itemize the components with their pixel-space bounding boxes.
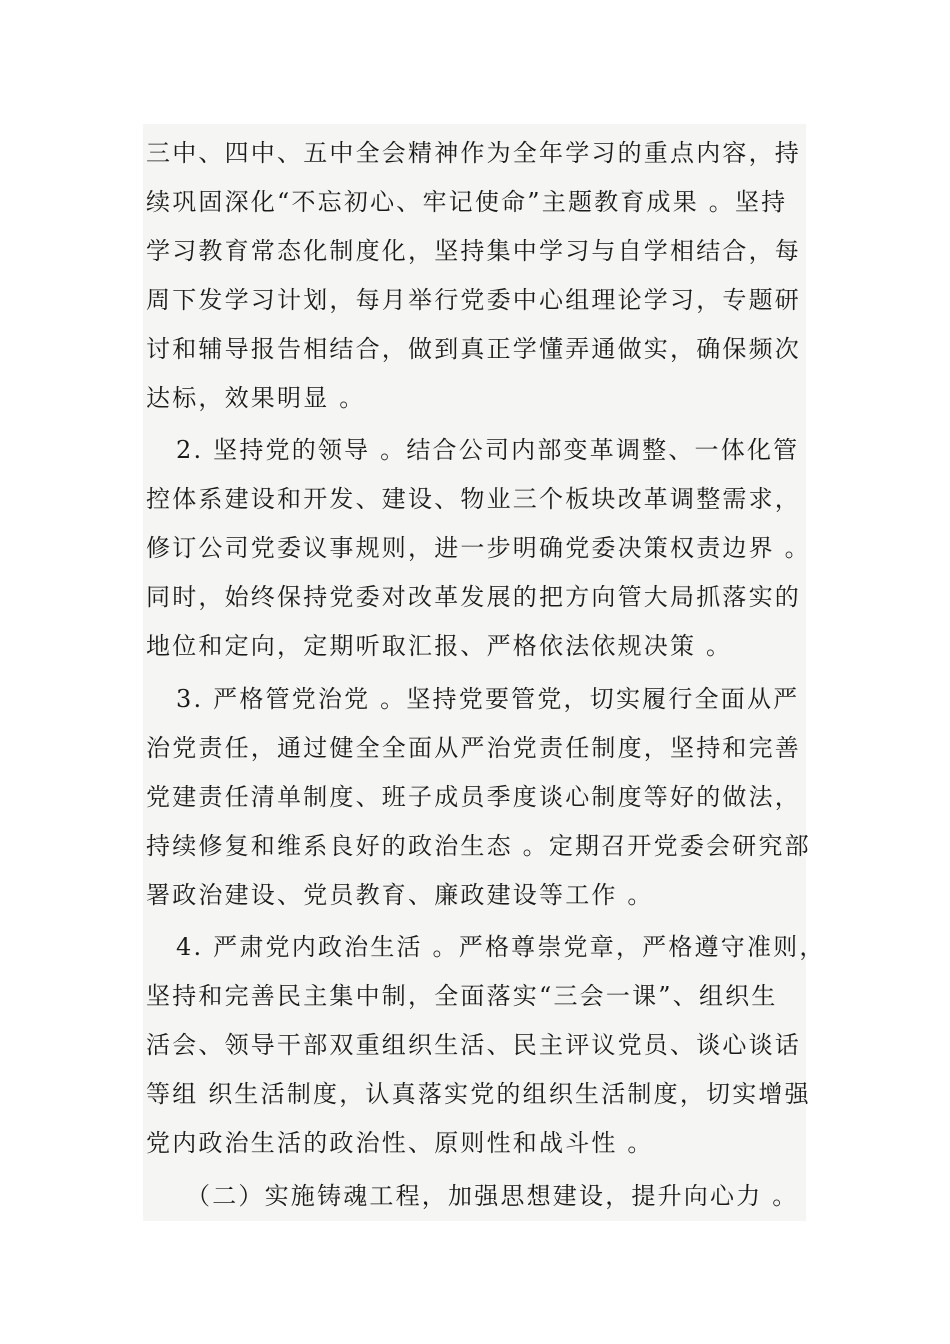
- text-line: 等组 织生活制度，认真落实党的组织生活制度，切实增强: [146, 1080, 811, 1108]
- text-line: 治党责任，通过健全全面从严治党责任制度，坚持和完善: [146, 734, 801, 762]
- text-line: 周下发学习计划，每月举行党委中心组理论学习，专题研: [146, 286, 801, 314]
- text-line: 三中、四中、五中全会精神作为全年学习的重点内容，持: [146, 139, 801, 167]
- text-line: 控体系建设和开发、建设、物业三个板块改革调整需求，: [146, 485, 801, 513]
- text-line: 署政治建设、党员教育、廉政建设等工作 。: [146, 881, 654, 909]
- text-line: 地位和定向，定期听取汇报、严格依法依规决策 。: [146, 632, 733, 660]
- text-line: 党内政治生活的政治性、原则性和战斗性 。: [146, 1129, 654, 1157]
- text-line: 修订公司党委议事规则，进一步明确党委决策权责边界 。: [146, 534, 811, 562]
- text-line: 续巩固深化“不忘初心、牢记使命”主题教育成果 。坚持: [146, 188, 788, 216]
- text-line: 活会、领导干部双重组织生活、民主评议党员、谈心谈话: [146, 1031, 801, 1059]
- text-line: 学习教育常态化制度化，坚持集中学习与自学相结合，每: [146, 237, 801, 265]
- text-line: 持续修复和维系良好的政治生态 。定期召开党委会研究部: [146, 832, 811, 860]
- text-line: 讨和辅导报告相结合，做到真正学懂弄通做实，确保频次: [146, 335, 801, 363]
- numbered-item-3: 3. 严格管党治党 。坚持党要管党，切实履行全面从严: [176, 685, 800, 713]
- text-line: 党建责任清单制度、班子成员季度谈心制度等好的做法，: [146, 783, 801, 811]
- numbered-item-2: 2. 坚持党的领导 。结合公司内部变革调整、一体化管: [176, 436, 800, 464]
- text-line: 坚持和完善民主集中制，全面落实“三会一课”、组织生: [146, 982, 778, 1010]
- text-line: 达标，效果明显 。: [146, 384, 366, 412]
- text-line: 同时，始终保持党委对改革发展的把方向管大局抓落实的: [146, 583, 801, 611]
- section-heading: （二）实施铸魂工程，加强思想建设，提升向心力 。: [186, 1182, 799, 1210]
- numbered-item-4: 4. 严肃党内政治生活 。严格尊崇党章，严格遵守准则，: [176, 933, 826, 961]
